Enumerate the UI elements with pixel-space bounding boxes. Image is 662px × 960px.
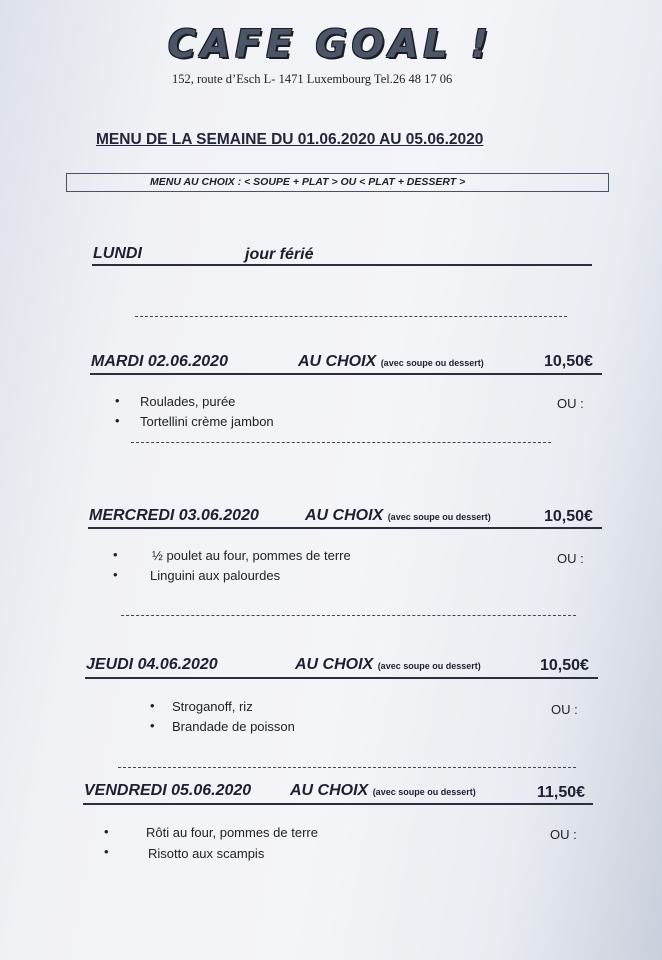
bullet-icon: •	[115, 413, 120, 428]
separator-dash	[121, 615, 576, 616]
vendredi-underline	[83, 803, 593, 805]
choice-text: MENU AU CHOIX : < SOUPE + PLAT > OU < PLAT + DESSERT >	[150, 176, 466, 188]
day-mercredi: MERCREDI 03.06.2020	[89, 507, 259, 524]
dish-item: Stroganoff, riz	[172, 699, 253, 714]
lundi-underline	[92, 264, 592, 266]
dish-item: Risotto aux scampis	[148, 846, 265, 861]
avec-note: (avec soupe ou dessert)	[377, 661, 481, 671]
separator-dash	[131, 442, 551, 443]
mercredi-underline	[88, 527, 602, 529]
ou-label: OU :	[550, 827, 577, 842]
mardi-underline	[90, 373, 602, 375]
dish-item: ½ poulet au four, pommes de terre	[152, 548, 351, 563]
dish-item: Roulades, purée	[140, 394, 236, 409]
dish-item: Rôti au four, pommes de terre	[146, 825, 318, 840]
bullet-icon: •	[115, 393, 120, 408]
day-mardi-header	[91, 353, 228, 371]
jeudi-underline	[85, 677, 598, 679]
price-vendredi: 11,50€	[537, 784, 586, 801]
au-choix-label: AU CHOIX	[298, 353, 377, 370]
bullet-icon: •	[113, 567, 118, 582]
avec-note: (avec soupe ou dessert)	[372, 787, 476, 797]
jour-ferie-note: jour férié	[245, 246, 314, 263]
bullet-icon: •	[104, 824, 109, 839]
separator-dash	[118, 767, 576, 768]
avec-note: (avec soupe ou dessert)	[387, 512, 491, 522]
bullet-icon: •	[104, 844, 109, 859]
price-jeudi: 10,50€	[540, 657, 589, 674]
day-vendredi: VENDREDI 05.06.2020	[84, 782, 252, 799]
ou-label: OU :	[551, 702, 578, 717]
au-choix-label: AU CHOIX	[305, 507, 384, 524]
week-title: MENU DE LA SEMAINE DU 01.06.2020 AU 05.06.2020	[96, 131, 484, 148]
day-vendredi-header	[84, 782, 251, 800]
price-mercredi: 10,50€	[544, 508, 593, 525]
avec-note: (avec soupe ou dessert)	[380, 358, 484, 368]
au-choix-label: AU CHOIX	[290, 782, 369, 799]
dish-item: Tortellini crème jambon	[140, 414, 274, 429]
ou-label: OU :	[557, 396, 584, 411]
mardi-choice	[298, 353, 484, 371]
day-jeudi: JEUDI 04.06.2020	[86, 656, 218, 673]
price-mardi: 10,50€	[544, 353, 593, 370]
mercredi-choice	[305, 507, 491, 525]
cafe-logo: CAFE GOAL !	[168, 22, 494, 66]
separator-dash	[135, 316, 567, 317]
bullet-icon: •	[113, 547, 118, 562]
bullet-icon: •	[150, 698, 155, 713]
ou-label: OU :	[557, 551, 584, 566]
au-choix-label: AU CHOIX	[295, 656, 374, 673]
jeudi-choice	[295, 656, 481, 674]
dish-item: Brandade de poisson	[172, 719, 295, 734]
day-mardi: MARDI 02.06.2020	[91, 353, 228, 370]
day-jeudi-header	[86, 656, 218, 674]
day-lundi: LUNDI	[93, 245, 142, 262]
dish-item: Linguini aux palourdes	[150, 568, 281, 583]
bullet-icon: •	[150, 718, 155, 733]
cafe-address: 152, route d’Esch L- 1471 Luxembourg Tel.26 48 17 06	[172, 72, 453, 86]
vendredi-choice	[290, 782, 476, 800]
day-mercredi-header	[89, 507, 259, 525]
